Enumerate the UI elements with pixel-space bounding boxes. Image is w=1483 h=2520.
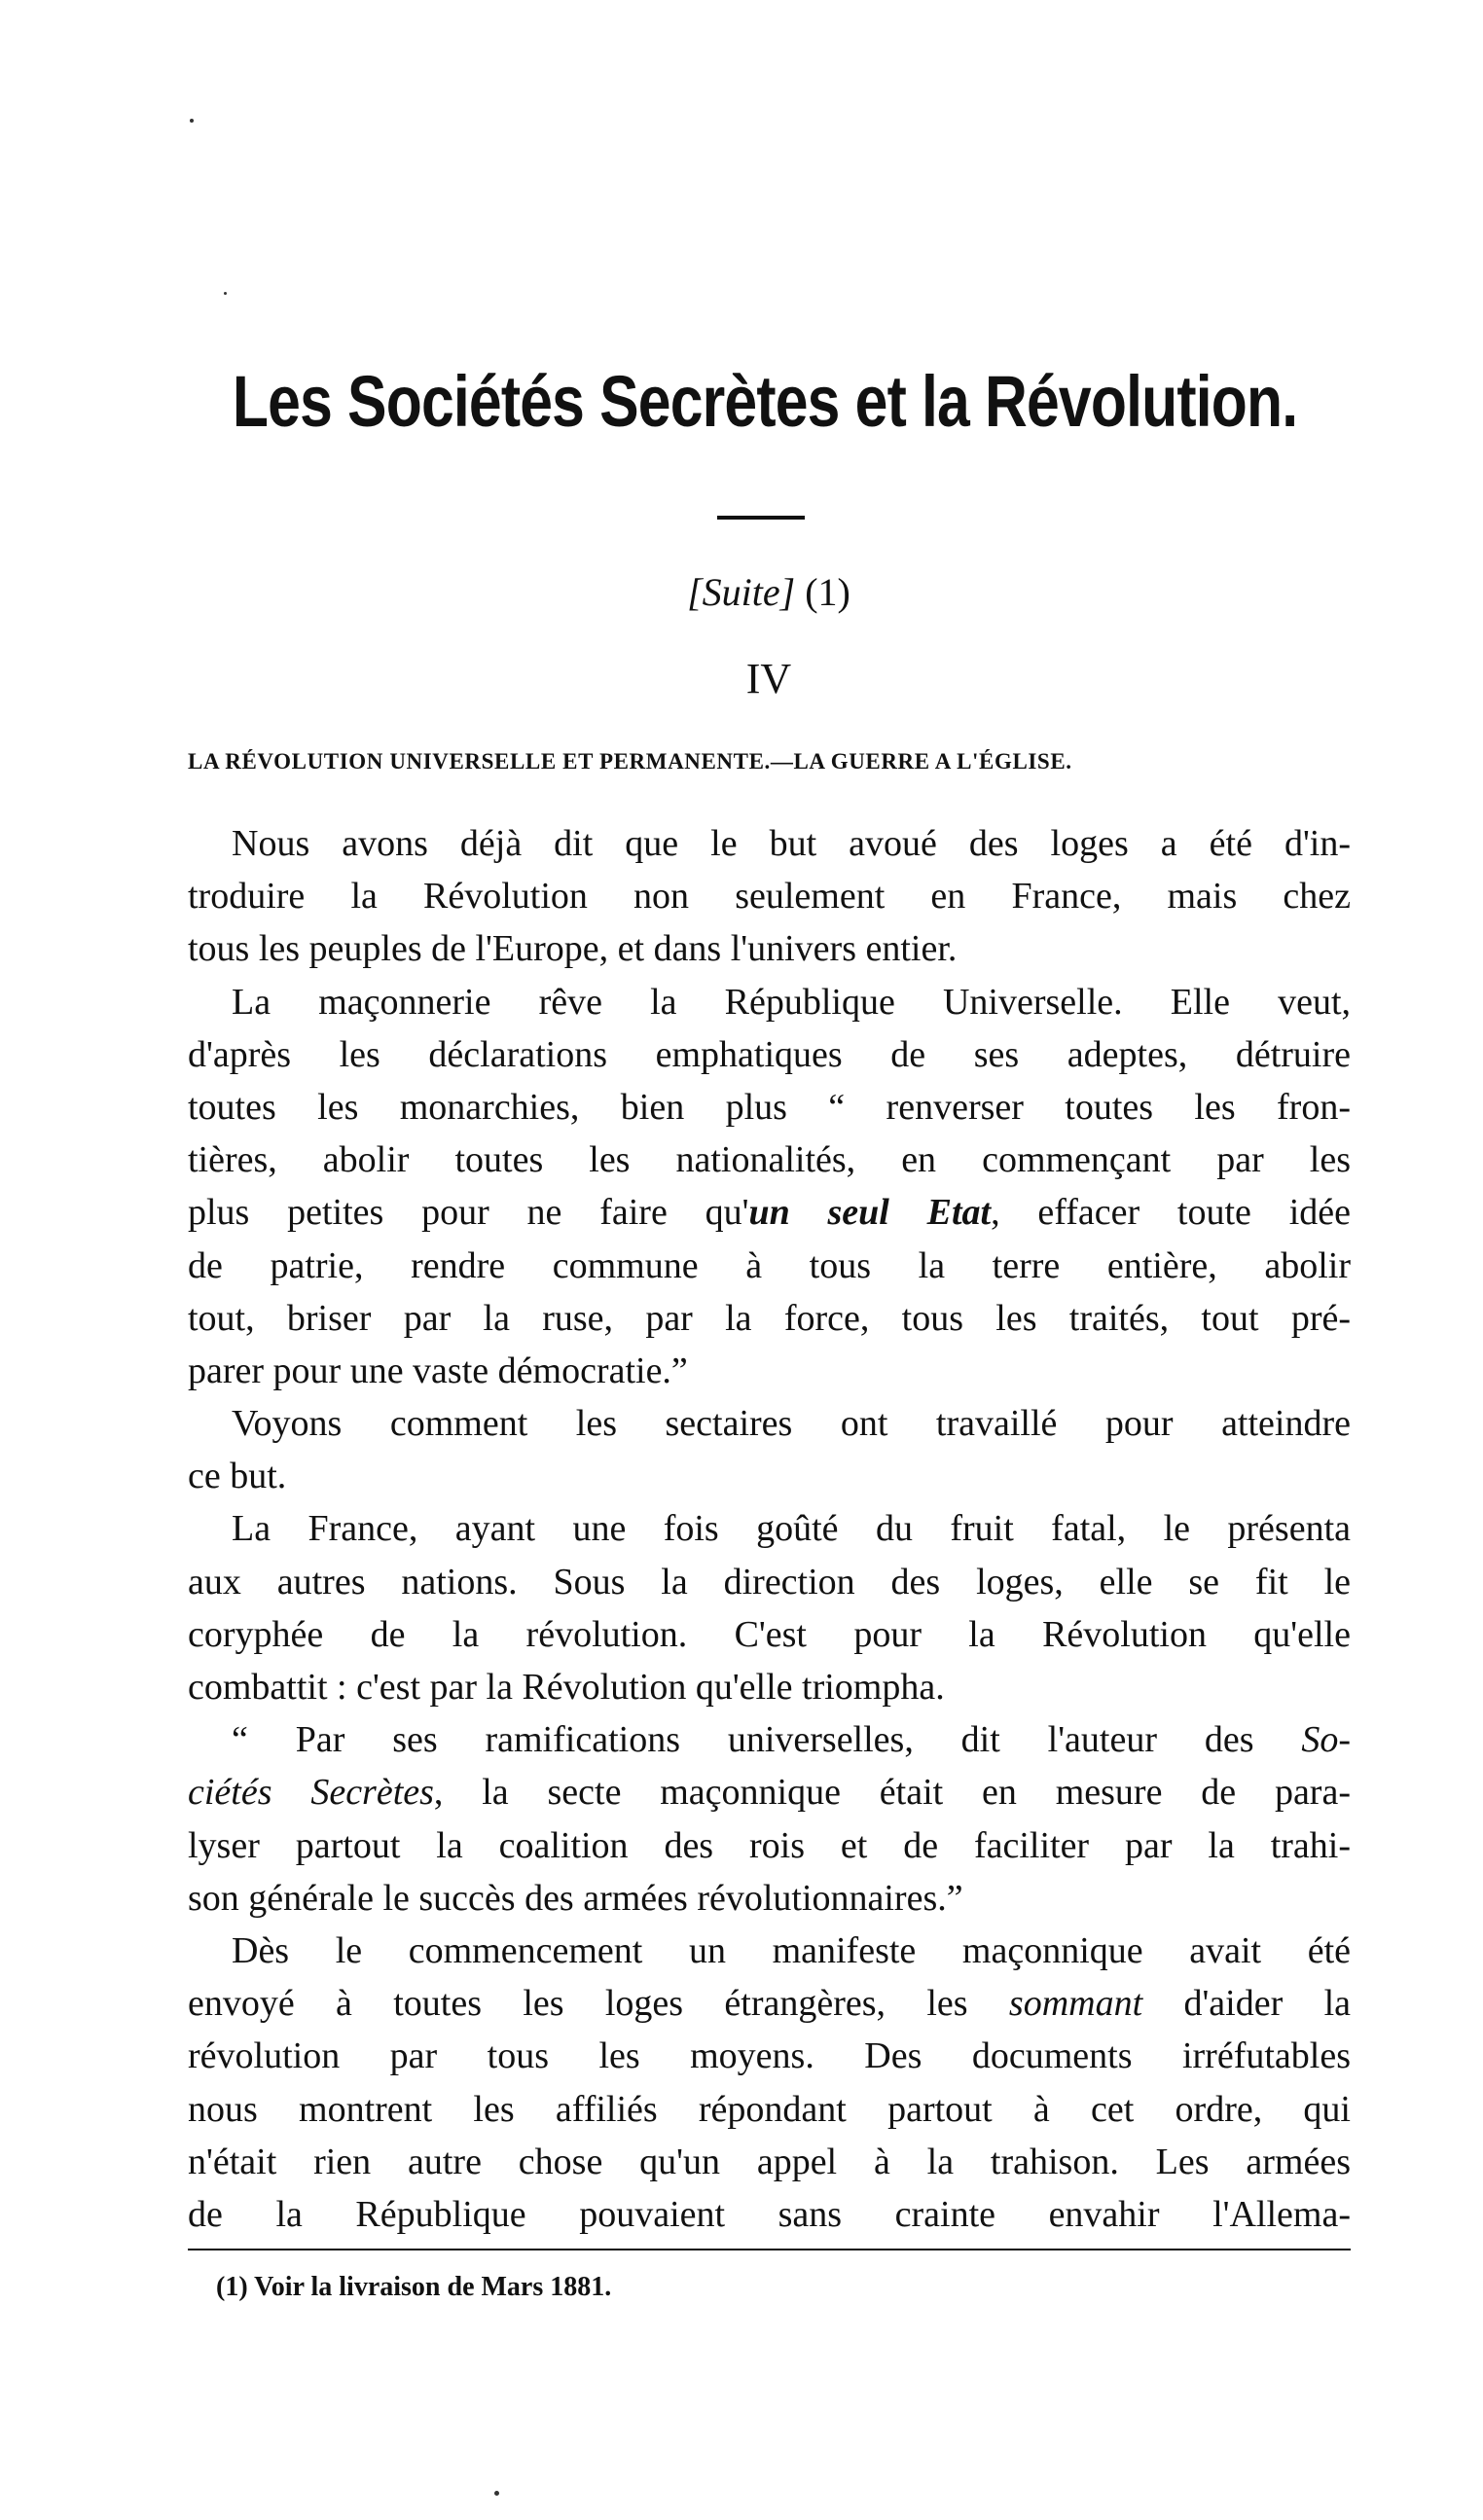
page-title: Les Sociétés Secrètes et la Révolution. bbox=[232, 361, 1298, 442]
text-line bbox=[188, 1872, 1351, 1925]
text-line bbox=[188, 2030, 1351, 2082]
text-line bbox=[188, 817, 1351, 870]
footnote-divider bbox=[188, 2249, 1351, 2250]
line-text: La France, ayant une fois goûté du fruit fatal, le présenta bbox=[232, 1508, 1351, 1550]
line-text: coryphée de la révolution. C'est pour la Révolution qu'elle bbox=[188, 1613, 1351, 1655]
scan-speck bbox=[190, 119, 194, 123]
line-text: tout, briser par la ruse, par la force, tous les traités, tout pré- bbox=[188, 1297, 1351, 1339]
line-text-part: , effacer toute idée bbox=[991, 1192, 1351, 1234]
line-text: ce but. bbox=[188, 1456, 287, 1497]
text-line bbox=[188, 1450, 1351, 1502]
section-subheading: LA RÉVOLUTION UNIVERSELLE ET PERMANENTE.—LA GUERRE A L'ÉGLISE. bbox=[188, 749, 1072, 774]
text-line bbox=[188, 1977, 1351, 2030]
line-text: troduire la Révolution non seulement en France, mais chez bbox=[188, 876, 1351, 918]
title-divider bbox=[717, 516, 805, 520]
emphasis-text: sommant bbox=[1008, 1983, 1143, 2025]
text-line bbox=[188, 1081, 1351, 1134]
line-text-part: envoyé à toutes les loges étrangères, les bbox=[188, 1983, 1009, 2025]
text-line bbox=[188, 1240, 1351, 1292]
line-text-part: , la secte maçonnique était en mesure de para- bbox=[433, 1772, 1351, 1814]
line-text: parer pour une vaste démocratie.” bbox=[188, 1350, 688, 1391]
text-line bbox=[188, 2083, 1351, 2136]
text-line bbox=[188, 2136, 1351, 2188]
line-text: n'était rien autre chose qu'un appel à la trahison. Les armées bbox=[188, 2141, 1351, 2182]
emphasis-text: So- bbox=[1301, 1719, 1351, 1761]
suite-label: [Suite] bbox=[687, 570, 796, 614]
text-line bbox=[188, 922, 1351, 975]
text-line bbox=[188, 2188, 1351, 2241]
body-text bbox=[188, 817, 1351, 2241]
line-text: toutes les monarchies, bien plus “ renverser toutes les fron- bbox=[188, 1086, 1351, 1128]
line-text: La maçonnerie rêve la République Universelle. Elle veut, bbox=[232, 981, 1351, 1023]
text-line bbox=[188, 1556, 1351, 1608]
line-text: son générale le succès des armées révolutionnaires.” bbox=[188, 1877, 963, 1919]
line-text: Dès le commencement un manifeste maçonnique avait été bbox=[232, 1929, 1351, 1971]
text-line bbox=[188, 1345, 1351, 1397]
text-line bbox=[188, 1028, 1351, 1081]
line-text: tières, abolir toutes les nationalités, en commençant par les bbox=[188, 1139, 1351, 1181]
text-line bbox=[188, 1502, 1351, 1555]
text-line bbox=[188, 1608, 1351, 1661]
text-line bbox=[188, 1661, 1351, 1713]
text-line bbox=[188, 1766, 1351, 1818]
line-text: combattit : c'est par la Révolution qu'elle triompha. bbox=[188, 1667, 945, 1708]
text-line bbox=[188, 1397, 1351, 1450]
text-line bbox=[188, 1819, 1351, 1872]
footnote-ref: (1) bbox=[795, 570, 850, 614]
scan-speck bbox=[224, 292, 227, 295]
text-line bbox=[188, 1713, 1351, 1766]
text-line bbox=[188, 870, 1351, 922]
emphasis-text: un seul Etat bbox=[748, 1192, 992, 1234]
chapter-number: IV bbox=[745, 655, 792, 702]
text-line bbox=[188, 1925, 1351, 1977]
scan-speck bbox=[494, 2491, 499, 2496]
line-text: nous montrent les affiliés répondant partout à cet ordre, qui bbox=[188, 2088, 1351, 2130]
emphasis-text: ciétés Secrètes bbox=[188, 1772, 434, 1814]
line-text: révolution par tous les moyens. Des documents irréfutables bbox=[188, 2035, 1351, 2077]
line-text-part: d'aider la bbox=[1142, 1983, 1352, 2025]
line-text: d'après les déclarations emphatiques de ses adeptes, détruire bbox=[188, 1033, 1351, 1075]
line-text: de patrie, rendre commune à tous la terre entière, abolir bbox=[188, 1244, 1351, 1286]
continuation-label bbox=[27, 569, 1483, 615]
line-text: de la République pouvaient sans crainte envahir l'Allema- bbox=[188, 2193, 1351, 2235]
text-line bbox=[188, 976, 1351, 1028]
text-line bbox=[188, 1186, 1351, 1239]
line-text-part: plus petites pour ne faire qu' bbox=[188, 1192, 749, 1234]
footnote: (1) Voir la livraison de Mars 1881. bbox=[216, 2272, 612, 2302]
line-text: lyser partout la coalition des rois et de faciliter par la trahi- bbox=[188, 1824, 1351, 1866]
line-text-part: “ Par ses ramifications universelles, dit l'auteur des bbox=[232, 1719, 1302, 1761]
text-line bbox=[188, 1134, 1351, 1186]
line-text: Voyons comment les sectaires ont travaillé pour atteindre bbox=[232, 1403, 1351, 1445]
line-text: aux autres nations. Sous la direction des loges, elle se fit le bbox=[188, 1561, 1351, 1602]
line-text: tous les peuples de l'Europe, et dans l'univers entier. bbox=[188, 928, 958, 970]
text-line bbox=[188, 1292, 1351, 1345]
line-text: Nous avons déjà dit que le but avoué des loges a été d'in- bbox=[232, 823, 1351, 864]
